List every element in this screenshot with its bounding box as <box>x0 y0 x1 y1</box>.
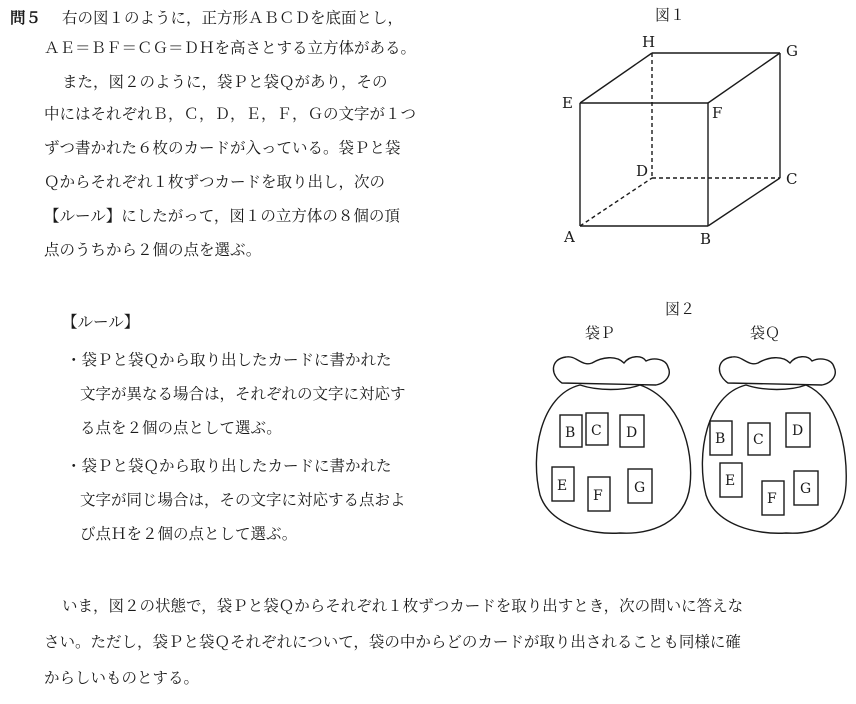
card-label: B <box>565 425 576 441</box>
edge-EH <box>580 53 652 103</box>
rule-line: 文字が異なる場合は，それぞれの文字に対応す <box>80 385 406 403</box>
vertex-label-A: A <box>564 228 575 246</box>
rule-title: 【ルール】 <box>62 313 140 331</box>
intro-line: 【ルール】にしたがって，図１の立方体の８個の頂 <box>44 207 400 225</box>
closing-line: からしいものとする。 <box>44 669 200 687</box>
vertex-label-D: D <box>636 162 649 180</box>
problem-number: 問５ <box>10 9 42 27</box>
vertex-label-B: B <box>700 230 712 248</box>
vertex-label-G: G <box>786 42 798 60</box>
rule-line: ・袋Ｐと袋Ｑから取り出したカードに書かれた <box>66 351 392 369</box>
intro-line: また，図２のように，袋Ｐと袋Ｑがあり，その <box>62 73 388 91</box>
rule-line: び点Ｈを２個の点として選ぶ。 <box>80 525 298 543</box>
closing-line: さい。ただし，袋Ｐと袋Ｑそれぞれについて，袋の中からどのカードが取り出されることも同様に確 <box>44 633 741 651</box>
card-label: C <box>591 423 602 439</box>
rule-line: る点を２個の点として選ぶ。 <box>80 419 282 437</box>
vertex-label-E: E <box>562 94 573 112</box>
edge-FG <box>708 53 780 103</box>
intro-line: Ｑからそれぞれ１枚ずつカードを取り出し，次の <box>44 173 386 191</box>
figure1-cube <box>540 30 820 260</box>
card-label: D <box>792 423 804 439</box>
card-label: B <box>715 431 726 447</box>
closing-line: いま，図２の状態で，袋Ｐと袋Ｑからそれぞれ１枚ずつカードを取り出すとき，次の問いに答えな <box>62 597 744 615</box>
intro-line: 中にはそれぞれＢ，Ｃ，Ｄ，Ｅ，Ｆ，Ｇの文字が１つ <box>44 105 417 123</box>
card-label: C <box>753 432 764 448</box>
bag-p-label: 袋Ｐ <box>584 324 615 342</box>
bag-q-label: 袋Ｑ <box>749 324 780 342</box>
figure1-caption: 図１ <box>654 6 685 24</box>
intro-line: 右の図１のように，正方形ＡＢＣＤを底面とし， <box>62 9 404 27</box>
intro-line: 点のうちから２個の点を選ぶ。 <box>44 241 262 259</box>
card-label: D <box>626 425 638 441</box>
vertex-label-F: F <box>712 104 723 122</box>
vertex-label-H: H <box>642 33 656 51</box>
figure2-bags <box>520 345 850 545</box>
intro-line: ＡＥ＝ＢＦ＝ＣＧ＝ＤＨを高さとする立方体がある。 <box>44 39 417 57</box>
card-label: F <box>593 488 603 504</box>
card-label: G <box>800 481 812 497</box>
card-label: G <box>634 480 646 496</box>
edge-AD <box>580 178 652 226</box>
intro-line: ずつ書かれた６枚のカードが入っている。袋Ｐと袋 <box>44 139 401 157</box>
card-label: E <box>557 478 568 494</box>
card-label: F <box>767 491 777 507</box>
edge-BC <box>708 178 780 226</box>
vertex-label-C: C <box>786 170 798 188</box>
card-label: E <box>725 473 736 489</box>
rule-line: ・袋Ｐと袋Ｑから取り出したカードに書かれた <box>66 457 392 475</box>
figure2-caption: 図２ <box>664 300 695 318</box>
rule-line: 文字が同じ場合は，その文字に対応する点およ <box>80 491 406 509</box>
